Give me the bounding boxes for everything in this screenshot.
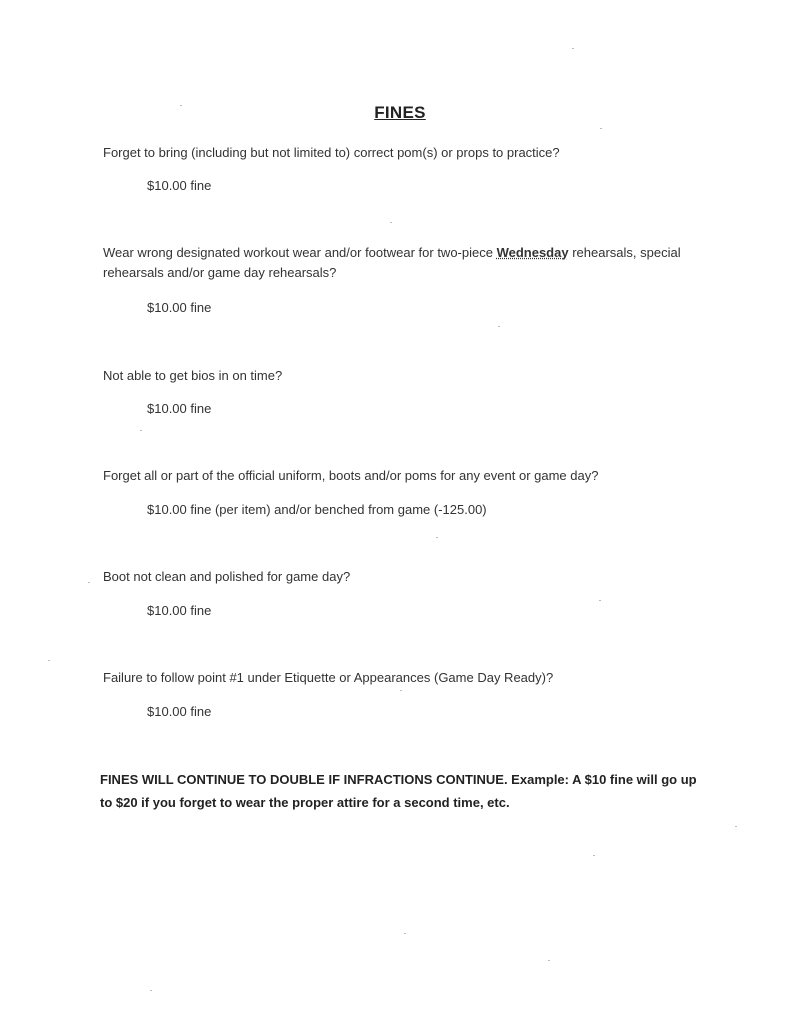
fine-item-amount: $10.00 fine <box>147 603 212 618</box>
fine-item-question: Forget all or part of the official uniform, boots and/or poms for any event or game day? <box>103 468 599 483</box>
fine-item-question: Failure to follow point #1 under Etiquette or Appearances (Game Day Ready)? <box>103 670 554 685</box>
scan-speck <box>150 990 152 991</box>
scan-speck <box>48 660 50 661</box>
scan-speck <box>400 690 402 691</box>
scan-speck <box>390 222 392 223</box>
fine-item-amount: $10.00 fine <box>147 401 212 416</box>
scan-speck <box>600 128 602 129</box>
fine-item-amount: $10.00 fine (per item) and/or benched from game (-125.00) <box>147 502 487 517</box>
question-text: rehearsals, special rehearsals and/or game day rehearsals? <box>103 245 681 280</box>
scan-speck <box>548 960 550 961</box>
fine-item-question: Forget to bring (including but not limited to) correct pom(s) or props to practice? <box>103 145 560 160</box>
scan-speck <box>180 105 182 106</box>
emphasized-day: Wednesday <box>496 245 569 260</box>
scan-speck <box>140 430 142 431</box>
doubling-warning: FINES WILL CONTINUE TO DOUBLE IF INFRACTIONS CONTINUE. Example: A $10 fine will go up to $20 if you forget to wear the proper attire for a second time, etc. <box>100 772 697 810</box>
scan-speck <box>599 600 601 601</box>
scan-speck <box>88 582 90 583</box>
fine-item-question <box>103 243 683 283</box>
fine-item-amount: $10.00 fine <box>147 704 212 719</box>
scan-speck <box>436 537 438 538</box>
scan-speck <box>593 855 595 856</box>
page-title: FINES <box>374 103 426 122</box>
scan-speck <box>572 48 574 49</box>
fine-item-amount: $10.00 fine <box>147 178 212 193</box>
scan-speck <box>404 933 406 934</box>
question-text: Wear wrong designated workout wear and/or footwear for two-piece <box>103 245 497 260</box>
fine-item-question: Not able to get bios in on time? <box>103 368 283 383</box>
fine-item-question: Boot not clean and polished for game day? <box>103 569 351 584</box>
fine-item-amount: $10.00 fine <box>147 300 212 315</box>
scan-speck <box>735 826 737 827</box>
scan-speck <box>498 326 500 327</box>
